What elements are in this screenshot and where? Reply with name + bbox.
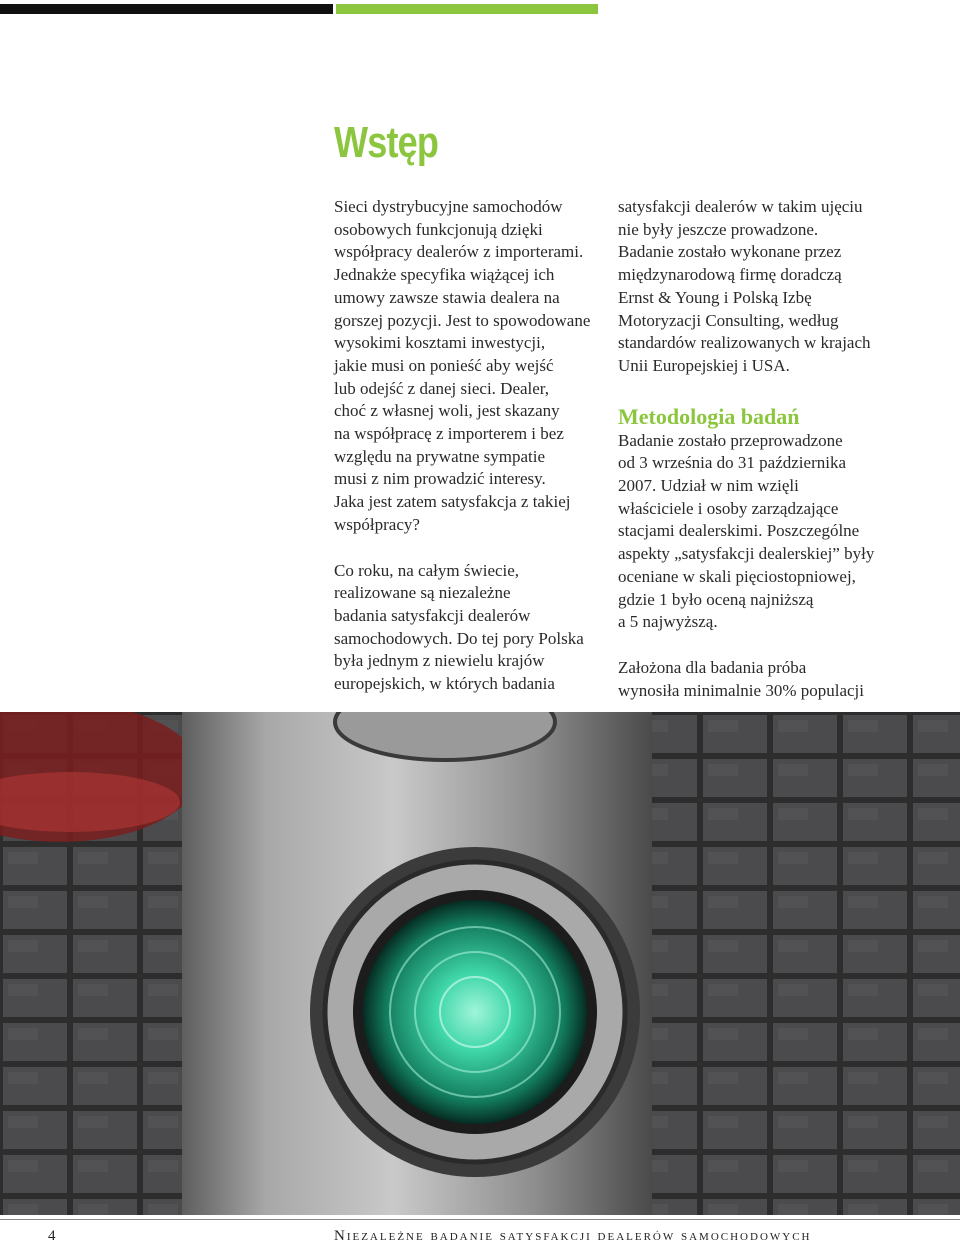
text-line: nie były jeszcze prowadzone.	[618, 219, 819, 239]
text-line: Badanie zostało przeprowadzone	[618, 430, 843, 450]
text-line: osobowych funkcjonują dzięki	[334, 219, 543, 239]
text-line: gdzie 1 było oceną najniższą	[618, 589, 814, 609]
text-line: Motoryzacji Consulting, według	[618, 310, 839, 330]
text-line: Unii Europejskiej i USA.	[618, 355, 790, 375]
text-line: międzynarodową firmę doradczą	[618, 265, 842, 285]
text-line: Co roku, na całym świecie,	[334, 560, 520, 580]
text-line: wysokimi kosztami inwestycji,	[334, 333, 546, 353]
text-line: choć z własnej woli, jest skazany	[334, 401, 560, 421]
text-line: jakie musi on ponieść aby wejść	[334, 355, 554, 375]
text-line: samochodowych. Do tej pory Polska	[334, 628, 584, 648]
text-line: Jednakże specyfika wiążącej ich	[334, 265, 555, 285]
text-line: stacjami dealerskimi. Poszczególne	[618, 521, 860, 541]
text-line: Założona dla badania próba	[618, 657, 807, 677]
text-line: od 3 września do 31 października	[618, 453, 846, 473]
text-line: satysfakcji dealerów w takim ujęciu	[618, 197, 863, 216]
text-line: Ernst & Young i Polską Izbę	[618, 287, 812, 307]
top-bar-black	[0, 4, 333, 14]
text-line: Sieci dystrybucyjne samochodów	[334, 197, 563, 216]
traffic-signal-illustration	[0, 712, 960, 1215]
page-title: Wstęp	[334, 118, 439, 167]
text-line: 2007. Udział w nim wzięli	[618, 476, 799, 496]
intro-paragraph	[334, 196, 596, 537]
text-line: standardów realizowanych w krajach	[618, 333, 871, 353]
top-bar-green	[336, 4, 598, 14]
text-line: gorszej pozycji. Jest to spowodowane	[334, 310, 591, 330]
text-line: współpracy dealerów z importerami.	[334, 242, 584, 262]
annual-survey-paragraph	[334, 560, 596, 696]
text-line: współpracy?	[334, 514, 420, 534]
sample-paragraph	[618, 657, 938, 702]
text-line: wynosiła minimalnie 30% populacji	[618, 680, 864, 700]
methodology-heading: Metodologia badań	[618, 403, 800, 429]
text-line: europejskich, w których badania	[334, 674, 555, 694]
text-line: a 5 najwyższą.	[618, 612, 718, 632]
methodology-paragraph	[618, 430, 938, 634]
text-line: lub odejść z danej sieci. Dealer,	[334, 378, 550, 398]
text-line: badania satysfakcji dealerów	[334, 605, 531, 625]
text-line: aspekty „satysfakcji dealerskiej” były	[618, 544, 875, 564]
text-line: na współpracę z importerem i bez	[334, 424, 564, 444]
text-line: względu na prywatne sympatie	[334, 446, 546, 466]
footer-rule	[0, 1219, 960, 1220]
text-line: musi z nim prowadzić interesy.	[334, 469, 546, 489]
right-column	[618, 196, 938, 702]
green-signal-lens	[363, 900, 587, 1124]
text-line: Badanie zostało wykonane przez	[618, 242, 842, 262]
text-line: była jednym z niewielu krajów	[334, 651, 545, 671]
traffic-signal-photo	[0, 712, 960, 1215]
running-title: Niezależne badanie satysfakcji dealerów samochodowych	[334, 1228, 812, 1244]
page-number: 4	[48, 1228, 56, 1244]
text-line: umowy zawsze stawia dealera na	[334, 287, 560, 307]
left-column	[334, 196, 596, 696]
text-line: oceniane w skali pięciostopniowej,	[618, 566, 856, 586]
survey-context-paragraph	[618, 196, 938, 378]
text-line: właściciele i osoby zarządzające	[618, 498, 839, 518]
text-line: realizowane są niezależne	[334, 583, 511, 603]
text-line: Jaka jest zatem satysfakcja z takiej	[334, 492, 571, 512]
